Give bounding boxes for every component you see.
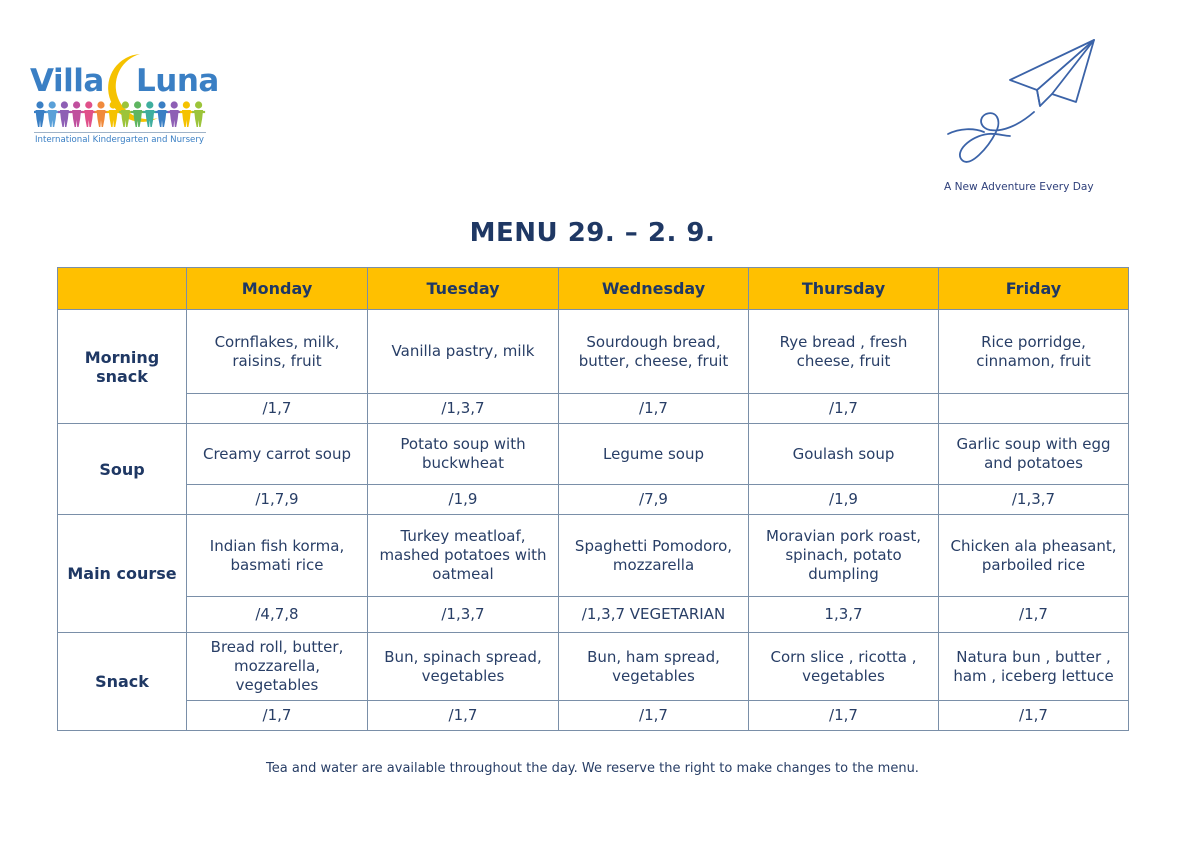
dish-cell: Chicken ala pheasant, parboiled rice (939, 515, 1129, 597)
paper-plane-icon (940, 36, 1110, 176)
dish-cell: Rice porridge, cinnamon, fruit (939, 310, 1129, 394)
allergen-cell: /1,7 (559, 701, 749, 731)
adventure-tagline: A New Adventure Every Day (944, 181, 1094, 193)
allergen-cell: /1,7,9 (187, 485, 368, 515)
dish-cell: Bun, spinach spread, vegetables (368, 633, 559, 701)
header-corner (58, 268, 187, 310)
header-row (58, 268, 1129, 310)
header-day: Tuesday (368, 268, 559, 310)
dish-cell: Turkey meatloaf, mashed potatoes with oatmeal (368, 515, 559, 597)
children-icon (34, 100, 208, 128)
allergen-cell: /1,7 (749, 701, 939, 731)
header-day: Monday (187, 268, 368, 310)
dish-cell: Rye bread , fresh cheese, fruit (749, 310, 939, 394)
dish-cell: Spaghetti Pomodoro, mozzarella (559, 515, 749, 597)
dish-cell: Moravian pork roast, spinach, potato dumpling (749, 515, 939, 597)
footnote: Tea and water are available throughout the day. We reserve the right to make changes to the menu. (266, 761, 919, 776)
dish-cell: Cornflakes, milk, raisins, fruit (187, 310, 368, 394)
row-label: Soup (58, 424, 187, 515)
dish-cell: Creamy carrot soup (187, 424, 368, 485)
dish-cell: Vanilla pastry, milk (368, 310, 559, 394)
menu-table (57, 267, 1129, 731)
dish-cell: Corn slice , ricotta , vegetables (749, 633, 939, 701)
allergen-cell: /1,7 (559, 394, 749, 424)
allergen-cell: /1,3,7 VEGETARIAN (559, 597, 749, 633)
allergen-cell: /1,3,7 (939, 485, 1129, 515)
dish-cell: Bread roll, butter, mozzarella, vegetables (187, 633, 368, 701)
logo-tagline: International Kindergarten and Nursery (35, 135, 204, 145)
allergen-row (58, 597, 1129, 633)
allergen-cell (939, 394, 1129, 424)
header-day: Wednesday (559, 268, 749, 310)
allergen-cell: 1,3,7 (749, 597, 939, 633)
allergen-row (58, 701, 1129, 731)
logo-word-villa: Villa (30, 63, 104, 99)
dish-cell: Indian fish korma, basmati rice (187, 515, 368, 597)
allergen-cell: /1,7 (368, 701, 559, 731)
allergen-cell: /1,7 (939, 701, 1129, 731)
row-label: Main course (58, 515, 187, 633)
dish-cell: Goulash soup (749, 424, 939, 485)
dish-cell: Bun, ham spread, vegetables (559, 633, 749, 701)
allergen-cell: /7,9 (559, 485, 749, 515)
allergen-cell: /1,9 (368, 485, 559, 515)
allergen-cell: /1,7 (187, 394, 368, 424)
header-day: Thursday (749, 268, 939, 310)
logo-divider (34, 132, 206, 133)
page-title: MENU 29. – 2. 9. (469, 218, 716, 248)
table-row (58, 633, 1129, 701)
dish-cell: Garlic soup with egg and potatoes (939, 424, 1129, 485)
logo (30, 52, 219, 152)
allergen-cell: /1,7 (749, 394, 939, 424)
allergen-row (58, 394, 1129, 424)
logo-word-luna: Luna (136, 63, 219, 99)
allergen-cell: /1,7 (187, 701, 368, 731)
allergen-cell: /1,3,7 (368, 394, 559, 424)
dish-cell: Legume soup (559, 424, 749, 485)
dish-cell: Natura bun , butter , ham , iceberg lettuce (939, 633, 1129, 701)
allergen-cell: /4,7,8 (187, 597, 368, 633)
header-day: Friday (939, 268, 1129, 310)
row-label: Morning snack (58, 310, 187, 424)
table-row (58, 310, 1129, 394)
allergen-cell: /1,9 (749, 485, 939, 515)
table-row (58, 424, 1129, 485)
allergen-cell: /1,7 (939, 597, 1129, 633)
table-row (58, 515, 1129, 597)
row-label: Snack (58, 633, 187, 731)
allergen-row (58, 485, 1129, 515)
dish-cell: Sourdough bread, butter, cheese, fruit (559, 310, 749, 394)
dish-cell: Potato soup with buckwheat (368, 424, 559, 485)
allergen-cell: /1,3,7 (368, 597, 559, 633)
